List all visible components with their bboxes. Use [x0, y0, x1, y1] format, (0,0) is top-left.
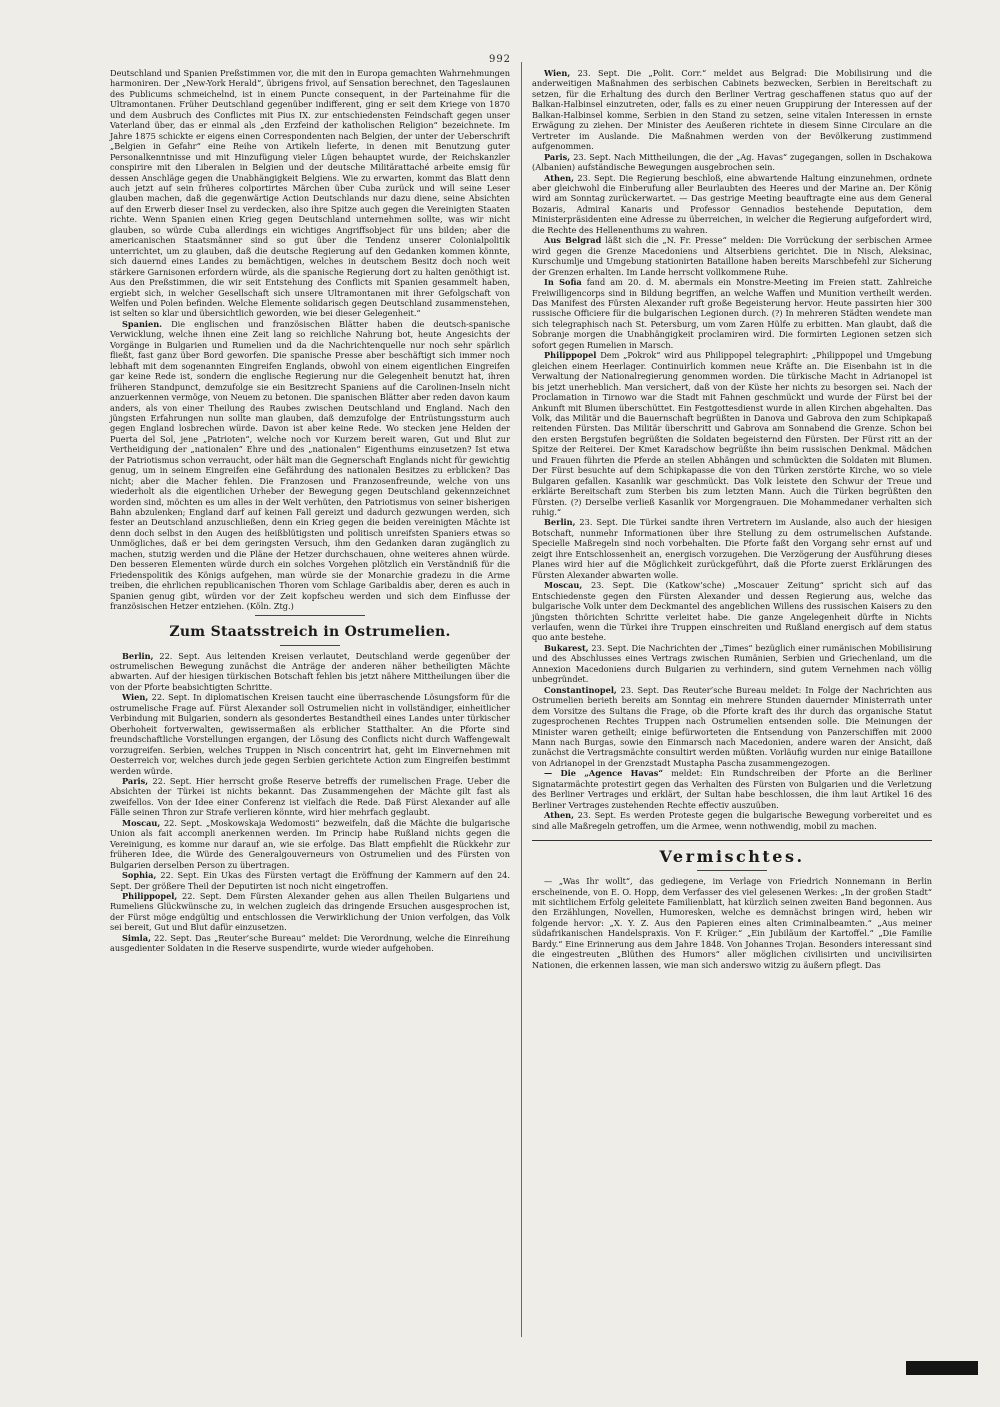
news-item — [532, 810, 932, 831]
news-text: Hier herrscht große Reserve betreffs der rumelischen Frage. Ueber die Absichten der Türkei ist nichts bekannt. Das Zusammengehen der Mächte gilt fast als zweifellos. Von der Idee einer Conferenz ist vielfach die Rede. Daß Fürst Alexander auf alle Fälle seinen Thron zur Strafe verlieren könnte, wird hier mehrfach geglaubt. — [110, 776, 511, 818]
news-text: Die Nachrichten der „Times“ bezüglich einer rumänischen Mobilisirung und des Abschlusses eines Vertrags zwischen Rumänien, Serbien und Griechenland, um die Annexion Macedoniens durch Bulgarien zu verhindern, sind gutem Vernehmen nach völlig unbegründet. — [532, 642, 932, 685]
news-item — [532, 152, 932, 173]
dateline: Wien, — [122, 692, 149, 703]
news-date: 22. Sept. — [160, 870, 200, 881]
section-divider — [697, 870, 767, 871]
news-text: Die Türkei sandte ihren Vertretern im Auslande, also auch der hiesigen Botschaft, nunmehr Informationen über ihre Stellung zu dem ostrumelischen Aufstande. Specielle Maßregeln sind noch vorbehalten. Die Pforte faßt den Vorgang sehr ernst auf und zeigt ihre Entschlossenheit an, energisch vorzugehen. Die Verzögerung der Ausführung dieses Planes wird hier auf die Möglichkeit zurückgeführt, daß die Pforte zuerst Erklärungen des Fürsten Alexander abwarten wolle. — [532, 517, 933, 580]
section-divider — [255, 615, 365, 616]
dateline: Bukarest, — [544, 642, 589, 653]
dateline: Paris, — [544, 151, 571, 162]
dateline-spain: Spanien. — [122, 318, 163, 329]
news-text: Ein Ukas des Fürsten vertagt die Eröffnung der Kammern auf den 24. Sept. Der größere Theil der Deputirten ist noch nicht eingetroffen. — [110, 870, 510, 891]
news-list-left — [110, 651, 510, 954]
news-text: fand am 20. d. M. abermals ein Monstre-Meeting im Freien statt. Zahlreiche Freiwilligencorps sind in Bildung begriffen, an welche Waffen und Munition vertheilt werden. Das Manifest des Fürsten Alexander ruft große Begeisterung hervor. Heute passirten hier 300 russische Officiere für die bulgarischen Legionen durch. (?) In mehreren Städten wendete man sich telegraphisch nach St. Petersburg, um vom Zaren Hülfe zu erbitten. Man glaubt, daß die Sobranje morgen die Unabhängigkeit proclamiren wird. Die formirten Legionen setzen sich sofort gegen Rumelien in Marsch. — [532, 277, 932, 350]
news-item — [532, 68, 932, 152]
dateline: Athen, — [544, 172, 574, 183]
dateline: Berlin, — [544, 517, 576, 528]
section-heading-vermischtes: Vermischtes. — [659, 847, 805, 867]
dateline: In Sofia — [544, 277, 582, 288]
feuilleton-divider — [532, 840, 932, 841]
news-date: 23. Sept. — [590, 580, 635, 591]
dateline: Aus Belgrad — [544, 235, 602, 246]
news-item — [110, 933, 510, 954]
news-list-right — [532, 68, 932, 831]
news-text: Die „Polit. Corr.“ meldet aus Belgrad: Die Mobilisirung und die anderweitigen Maßnahmen des serbischen Cabinets bezwecken, Serbien in Bereitschaft zu setzen, für die Erhaltung des durch den Berliner Vertrag geschaffenen status quo auf der Balkan-Halbinsel einzutreten, oder, falls es zu einer neuen Gruppirung der Interessen auf der Balkan-Halbinsel komme, Serbien in den Stand zu setzen, seine vitalen Interessen in ernste Erwägung zu ziehen. Der Minister des Aeußeren richtete in diesem Sinne Circulare an die Vertreter im Auslande. Die Maßnahmen werden von der Bevölkerung zustimmend aufgenommen. — [532, 68, 932, 152]
news-item — [110, 692, 510, 776]
news-text: Es werden Proteste gegen die bulgarische Bewegung vorbereitet und es sind alle Maßregeln getroffen, um die Armee, wenn nothwendig, mobil zu machen. — [532, 810, 932, 831]
dateline: Wien, — [544, 68, 571, 78]
ink-mark — [906, 1361, 978, 1375]
news-text: Die (Katkow’sche) „Moscauer Zeitung“ spricht sich auf das Entschiedenste gegen den Fürsten Alexander und dessen Regierung aus, welche das bulgarische Volk unter dem Deckmantel des angeblichen Willens des russischen Kaisers zu den jüngsten thörichten Schritte verleitet habe. Die ganze Angelegenheit dürfte in Nichts verlaufen, wenn die Türkei ihre Truppen einschreiten und Rußland energisch auf dem status quo ante bestehe. — [532, 580, 932, 643]
dateline: Paris, — [122, 776, 149, 786]
news-date: 22. Sept. — [151, 692, 190, 703]
news-text: „Moskowskaja Wedomosti“ bezweifeln, daß die Mächte die bulgarische Union als fait accompli anerkennen werden. Im Princip habe Rußland nichts gegen die Vereinigung, es komme nur darauf an, wie sie erfolge. Das Blatt empfiehlt die Rückkehr zur früheren Idee, die Würde des Generalgouverneurs von Ostrumelien und des Fürsten von Bulgarien derselben Person zu übertragen. — [110, 817, 511, 870]
news-item — [110, 891, 510, 933]
news-date: 22. Sept. — [159, 650, 200, 661]
news-date: 23. Sept. — [573, 151, 611, 162]
news-text: läßt sich die „N. Fr. Presse“ melden: Die Vorrückung der serbischen Armee wird gegen die Grenze Macedoniens und Altserbiens gerichtet. Die in Nisch, Aleksinac, Kurschumlje und Umgebung stationirten Bataillone haben bereits Marschbefehl zur Sicherung der Grenzen erhalten. Im Lande herrscht vollkommene Ruhe. — [532, 235, 933, 277]
page-number: 992 — [488, 54, 512, 65]
news-date: 23. Sept. — [579, 517, 618, 528]
news-item — [532, 173, 932, 236]
section-heading-ostrumelien: Zum Staatsstreich in Ostrumelien. — [169, 623, 451, 640]
news-date: 22. Sept. — [152, 776, 192, 786]
news-item — [532, 768, 932, 810]
news-item — [110, 776, 510, 818]
news-text: Das „Reuter’sche Bureau“ meldet: Die Verordnung, welche die Einreihung ausgedienter Soldaten in die Reserve suspendirte, wurde wieder aufgehoben. — [110, 932, 510, 954]
left-column — [110, 68, 510, 954]
dateline: Moscau, — [544, 580, 583, 591]
news-item — [532, 580, 932, 643]
news-date: 23. Sept. — [577, 68, 620, 78]
article-continuation: Deutschland und Spanien Preßstimmen vor, die mit den in Europa gemachten Wahrnehmungen harmoniren. Der „New-York Herald“, übrigens frivol, auf Sensation berechnet, den Tageslaunen des Publicums schmeichelnd, ist in einem Puncte consequent, in der Parteinahme für die Ultramontanen. Früher Deutschland gegenüber indifferent, ging er seit dem Kriege von 1870 und dem Ausbruch des Conflictes mit Pius IX. zur entschiedensten Feindschaft gegen unser Vaterland über, das er einmal als „den Erzfeind der katholischen Religion“ bezeichnete. Im Jahre 1875 schickte er eigens einen Correspondenten nach Belgien, der unter der Ueberschrift „Belgien in Gefahr“ eine Reihe von Artikeln lieferte, in denen mit Benutzung guter Personalkenntnisse und mit Hinzufügung vieler Lügen behauptet wurde, der Reichskanzler conspirire mit den Liberalen in Belgien und der deutsche Militärattaché arbeite emsig für dessen Anschläge gegen die Unabhängigkeit Belgiens. Wie zu erwarten, kommt das Blatt denn auch jetzt auf sein früheres colportirtes Märchen über Cuba zurück und will seine Leser glauben machen, daß die gegenwärtige Action Deutschlands nur dazu diene, seine Absichten auf den Erwerb dieser Insel zu verdecken, also ihre Spitze auch gegen die Vereinigten Staaten richte. Wenn Spanien einen Krieg gegen Deutschland unternehmen sollte, was wir nicht glauben, so würde Cuba allerdings ein wichtiges Angriffsobject für uns bilden; aber die americanischen Staatsmänner sind so gut über die Tendenz unserer Colonialpolitik unterrichtet, um zu glauben, daß die deutsche Regierung auf den Gedanken kommen könnte, sich dauernd eines Landes zu bemächtigen, welches in deutschem Besitz doch noch weit stärkere Garnisonen erfordern würde, als die spanische Regierung dort zu halten genöthigt ist. Aus den Preßstimmen, die wir seit Entstehung des Conflicts mit Spanien gesammelt haben, ergiebt sich, in welcher Gesellschaft sich unsere Ultramontanen mit ihrer Gefolgschaft von Welfen und Polen befinden. Welche Elemente solidarisch gegen Deutschland zusammenstehen, ist selten so klar und übersichtlich geworden, wie bei dieser Gelegenheit.“ — [110, 68, 510, 319]
article-text: Die englischen und französischen Blätter haben die deutsch-spanische Verwicklung, welche ihnen eine Zeit lang so reichliche Nahrung bot, heute Angesichts der Vorgänge in Bulgarien und Rumelien und da die Nachrichtenquelle nur noch sehr spärlich fließt, fast ganz über Bord geworfen. Die spanische Presse aber beschäftigt sich immer noch lebhaft mit dem sogenannten Eingreifen Englands, obwohl von einem eigentlichen Eingreifen gar keine Rede ist, sondern die englische Regierung nur die Gelegenheit benutzt hat, ihren früheren Standpunct, demzufolge sie ein Besitzrecht Spaniens auf die Carolinen-Inseln nicht anzuerkennen vermöge, von Neuem zu betonen. Die spanischen Blätter aber reden davon kaum anders, als von einer Theilung des Raubes zwischen Deutschland und England. Nach den jüngsten Erfahrungen nun sollte man glauben, daß demzufolge der Entrüstungssturm auch gegen England losbrechen würde. Davon ist aber keine Rede. Wo stecken jene Helden der Puerta del Sol, jene „Patrioten“, welche noch vor Kurzem bereit waren, Gut und Blut zur Vertheidigung der „nationalen“ Ehre und des „nationalen“ Eigenthums einzusetzen? Ist etwa der Patriotismus schon verraucht, oder hält man die Gegnerschaft Englands nicht für gewichtig genug, um in seinem Eingreifen eine Gefährdung des nationalen Besitzes zu erblicken? Das nicht; aber die Macher fehlen. Die Franzosen und Franzosenfreunde, welche von uns wiederholt als die eigentlichen Urheber der Bewegung gegen Deutschland gekennzeichnet worden sind, möchten es um alles in der Welt verhüten, den Patriotismus von seiner bisherigen Bahn abzulenken; England darf auf keinen Fall gereizt und dadurch gezwungen werden, sich fester an Deutschland anzuschließen, denn ein Krieg gegen die beiden vereinigten Mächte ist denn doch selbst in den Augen des heißblütigsten und politisch unreifsten Spaniers etwas so Unmögliches, daß er bei dem geringsten Versuch, ihm den Gedanken daran zugänglich zu machen, stutzig werden und die Pläne der Hetzer durchschauen, ohne weiteres ahnen würde. Den besseren Elementen würde durch ein solches Vorgehen plötzlich ein Verständniß für die Friedenspolitik des Königs aufgehen, man würde sie der Monarchie gradezu in die Arme treiben, die ehrlichen republicanischen Thoren vom Schlage Garibaldis aber, deren es auch in Spanien genug gibt, würden vor der Zeit kopfscheu werden und sich dem Einflusse der französischen Hetzer entziehen. (Köln. Ztg.) — [110, 318, 510, 612]
news-date: 23. Sept. — [591, 642, 629, 653]
news-item — [532, 517, 932, 580]
news-text: In diplomatischen Kreisen taucht eine überraschende Lösungsform für die ostrumelische Frage auf. Fürst Alexander soll Ostrumelien nicht in vollständiger, einheitlicher Verbindung mit Bulgarien, sondern als gesondertes Bestandtheil eines Landes unter türkischer Oberhoheit fortverwalten, gewissermaßen als erblicher Statthalter. An die Pforte sind freundschaftliche Vorstellungen ergangen, der Lösung des Conflicts nicht durch Waffengewalt vorzugreifen. Serbien, welches Truppen in Nisch concentrirt hat, geht im Einvernehmen mit Oesterreich vor, welches durch jede gegen Serbien gerichtete Action zum Eingreifen bestimmt werden würde. — [110, 692, 511, 776]
feuilleton-text: — „Was Ihr wollt“, das gediegene, im Verlage von Friedrich Nonnemann in Berlin erscheinende, von E. O. Hopp, dem Verfasser des viel gelesenen Werkes: „In der großen Stadt“ mit sichtlichem Erfolg geleitete Familienblatt, hat kürzlich seinen zweiten Band begonnen. Aus den Erzählungen, Novellen, Humoresken, welche es demnächst bringen wird, heben wir folgende hervor: „X. Y. Z. Aus den Papieren eines alten Criminalbeamten.“ „Aus meiner südafrikanischen Handelspraxis. Von F. Krüger.“ „Ein Jubiläum der Kartoffel.“ „Die Familie Bardy.“ Eine Erinnerung aus dem Jahre 1848. Von Johannes Trojan. Besonders interessant sind die eingestreuten „Blüthen des Humors“ aller möglichen civilisirten und uncivilisirten Nationen, die erkennen lassen, wie man sich anderswo witzig zu äußern pflegt. Das — [532, 876, 932, 970]
news-text: Aus leitenden Kreisen verlautet, Deutschland werde gegenüber der ostrumelischen Bewegung zunächst die Anträge der anderen näher betheiligten Mächte abwarten. Auf der hiesigen türkischen Botschaft fehlen bis jetzt nähere Mittheilungen über die von der Pforte beabsichtigten Schritte. — [110, 650, 510, 692]
news-date: 23. Sept. — [577, 810, 617, 821]
dateline: Moscau, — [122, 817, 161, 828]
news-item — [532, 643, 932, 685]
news-item — [110, 651, 510, 693]
article-spain — [110, 319, 510, 612]
dateline: Constantinopel, — [544, 684, 617, 695]
dateline: Philippopel, — [122, 890, 178, 901]
news-item — [110, 818, 510, 870]
news-text: Dem „Pokrok“ wird aus Philippopel telegraphirt: „Philippopel und Umgebung gleichen einem Heerlager. Continuirlich kommen neue Kräfte an. Die Eisenbahn ist in die Verwaltung der Nationalregierung genommen worden. Die türkische Macht in Adrianopel ist bis jetzt unerheblich. Man versichert, daß von der Küste her nichts zu besorgen sei. Nach der Proclamation in Tirnowo war die Stadt mit Fahnen geschmückt und wurde der Fürst bei der Ankunft mit Blumen überschüttet. Ein Festgottesdienst wurde in allen Kirchen abgehalten. Das Volk, das Militär und die Bauernschaft begrüßten in Danova und Gabrova den zum Schipkapaß reitenden Fürsten. Das Militär überschritt und Gabrova am Sonnabend die Grenze. Schon bei den ersten Bergstufen begrüßten die Soldaten begeisternd den Fürsten. Der Fürst ritt an der Spitze der Reiterei. Der Kmet Karadschow begrüßte ihn beim russischen Denkmal. Mädchen und Frauen führten die Pferde an steilen Abhängen und schmückten die Soldaten mit Blumen. Der Fürst besuchte auf dem Schipkapasse die von den Türken zerstörte Kirche, wo so viele Bulgaren gefallen. Kasanlik war geschmückt. Das Volk leistete den Schwur der Treue und erklärte Bereitschaft zum Sterben bis zum letzten Mann. Auch die Türken begrüßten den Fürsten. (?) Derselbe verließ Kasanlik vor Morgengrauen. Die Mohammedaner verhalten sich ruhig.“ — [532, 350, 932, 518]
news-item — [532, 685, 932, 769]
dateline: Athen, — [544, 810, 574, 821]
news-item — [532, 235, 932, 277]
column-divider — [521, 62, 522, 1337]
dateline: Philippopel — [544, 350, 597, 361]
news-item — [532, 277, 932, 350]
right-column — [532, 68, 932, 970]
dateline: Simla, — [122, 932, 151, 943]
news-date: 22. Sept. — [163, 817, 203, 828]
news-date: 22. Sept. — [154, 932, 192, 943]
news-text: meldet: Ein Rundschreiben der Pforte an die Berliner Signatarmächte protestirt gegen das Verhalten des Fürsten von Bulgarien und die Verletzung des Berliner Vertrages und erklärt, der Sultan habe beschlossen, die ihm laut Artikel 16 des Berliner Vertrages zustehenden Rechte effectiv auszuüben. — [532, 768, 932, 810]
news-text: Nach Mittheilungen, die der „Ag. Havas“ zugegangen, sollen in Dschakowa (Albanien) aufständische Bewegungen ausgebrochen sein. — [532, 151, 932, 173]
dateline: Berlin, — [122, 650, 154, 661]
dateline: — Die „Agence Havas“ — [544, 768, 664, 779]
news-date: 23. Sept. — [577, 172, 616, 183]
news-text: Die Regierung beschloß, eine abwartende Haltung einzunehmen, ordnete aber gleichwohl die Einberufung aller Beurlaubten des Heeres und der Marine an. Der König wird am Sonntag zurückerwartet. — Das gestrige Meeting beauftragte eine aus dem General Bozaris, Admiral Kanaris und Professor Gennadios bestehende Deputation, dem Ministerpräsidenten eine Adresse zu überreichen, in welcher die Regierung aufgefordert wird, die Rechte des Hellenenthums zu wahren. — [532, 172, 932, 235]
section-divider — [280, 645, 340, 646]
dateline: Sophia, — [122, 870, 157, 881]
news-date: 22. Sept. — [182, 890, 222, 901]
news-item — [532, 350, 932, 517]
news-item — [110, 870, 510, 891]
news-text: Dem Fürsten Alexander gehen aus allen Theilen Bulgariens und Rumeliens Glückwünsche zu, in welchen zugleich das dringende Ersuchen ausgesprochen ist, der Fürst möge endgültig und entschlossen die Verwirklichung der Union verfolgen, das Volk sei bereit, Gut und Blut dafür einzusetzen. — [110, 890, 511, 933]
news-date: 23. Sept. — [620, 684, 660, 695]
news-text: Das Reuter’sche Bureau meldet: In Folge der Nachrichten aus Ostrumelien berieth bereits am Sonntag ein mehrere Stunden dauernder Ministerrath unter dem Vorsitze des Sultans die Frage, ob die Pforte kraft des ihr durch das organische Statut zugesprochenen Rechtes Truppen nach Ostrumelien entsenden solle. Die Meinungen der Minister waren getheilt; einige befürworteten die Entsendung von Panzerschiffen mit 2000 Mann nach Burgas, sowie den Einmarsch nach Macedonien, andere waren der Ansicht, daß zunächst die Vertragsmächte consultirt werden müßten. Vorläufig wurden nur einige Bataillone von Adrianopel in der Grenzstadt Mustapha Pascha zusammengezogen. — [532, 684, 932, 768]
